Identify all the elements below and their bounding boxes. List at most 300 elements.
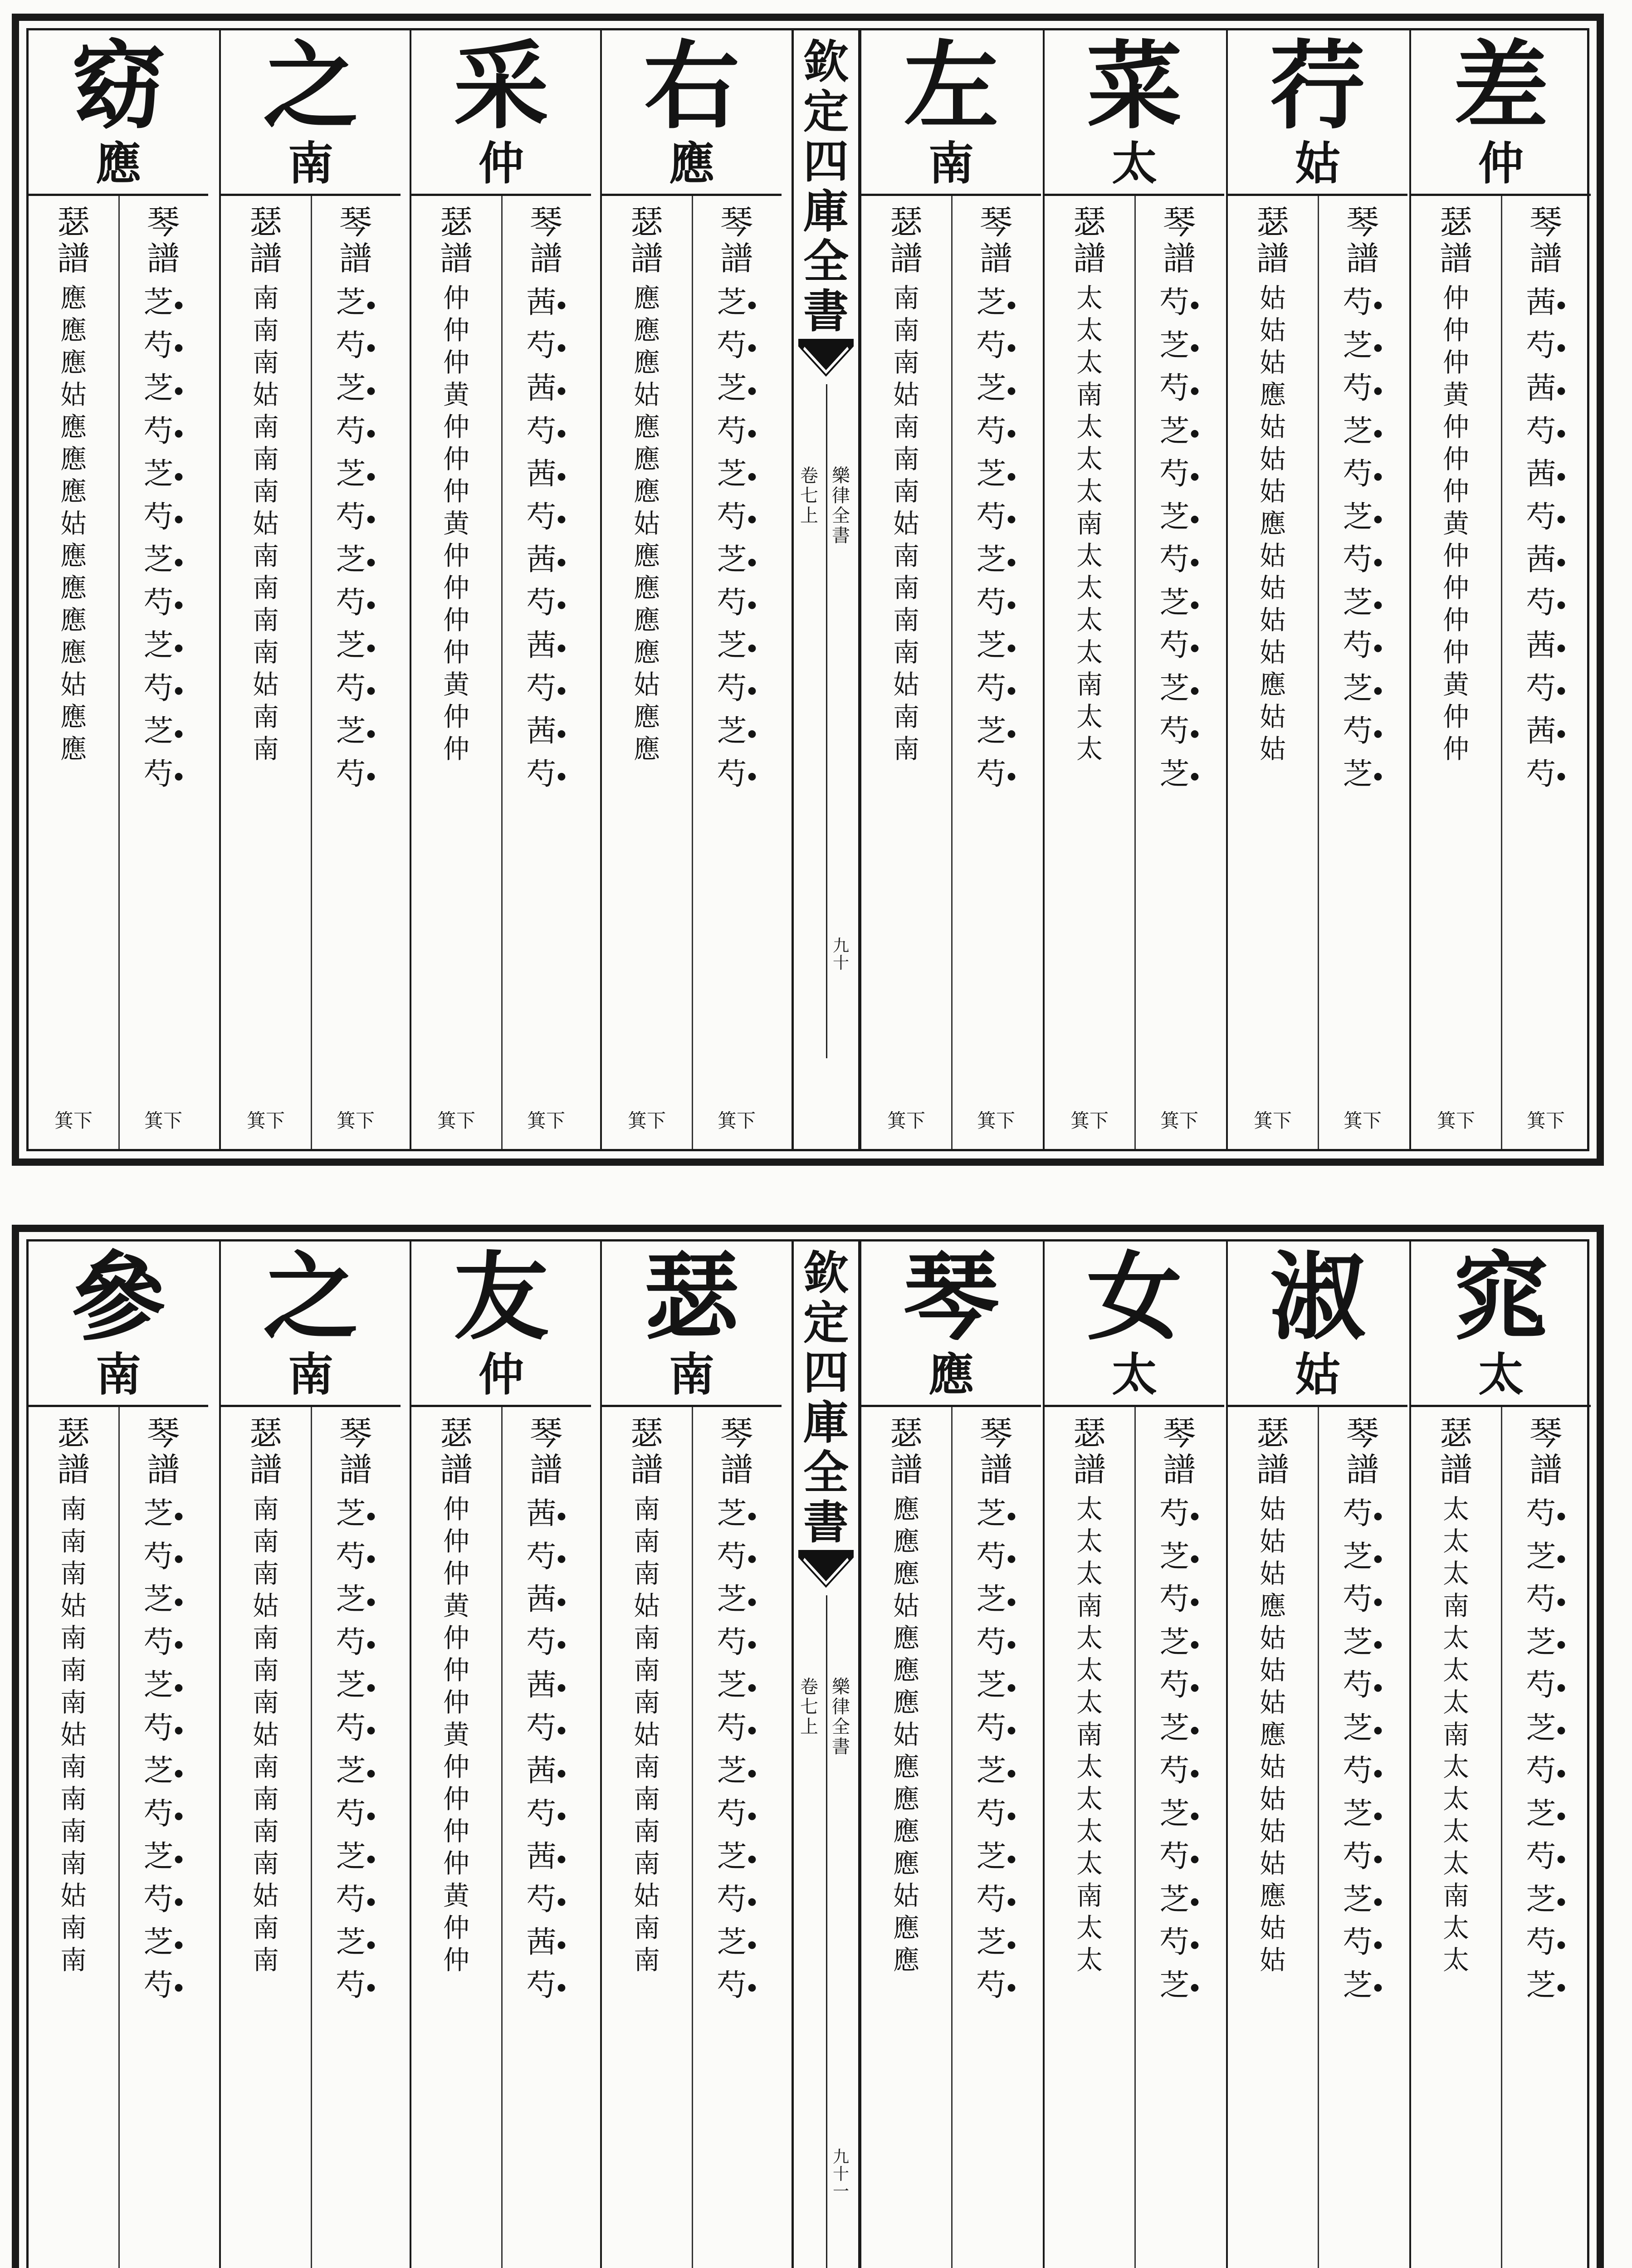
label-char: 譜	[1163, 1451, 1196, 1489]
qin-note: 芍 ●	[1501, 325, 1591, 368]
qin-note: 芍 ●	[1134, 711, 1224, 754]
lyric-character: 窕	[1453, 1241, 1549, 1353]
tail-mark: 箕下	[1526, 1110, 1565, 1132]
qin-note: 芍 ●	[118, 497, 208, 540]
se-note: 太	[1076, 1816, 1103, 1847]
se-note: 應	[60, 572, 87, 603]
label-char: 譜	[1256, 240, 1289, 278]
se-score-label	[1411, 1415, 1501, 1488]
label-char: 譜	[630, 240, 663, 278]
se-note: 姑	[1259, 315, 1286, 346]
se-note: 姑	[1259, 1526, 1286, 1557]
se-note: 南	[633, 1623, 660, 1653]
qin-note: 芝 ●	[311, 1836, 401, 1879]
se-score	[602, 196, 693, 1149]
se-note: 南	[252, 701, 279, 732]
qin-note: 芝 ●	[951, 1579, 1041, 1622]
se-note: 仲	[1442, 411, 1469, 442]
se-note: 南	[893, 411, 919, 442]
verse-column	[1043, 1242, 1224, 2268]
se-notes	[602, 282, 692, 765]
verse-column	[600, 30, 782, 1149]
se-note: 仲	[1442, 347, 1469, 378]
qin-note: 芍 ●	[1318, 539, 1407, 582]
qin-score	[1134, 1407, 1224, 2268]
qin-note: 芝 ●	[692, 1665, 782, 1708]
qin-note: 芝 ●	[118, 454, 208, 497]
tail-mark: 箕下	[1160, 1110, 1198, 1132]
fish-tail-mark	[798, 339, 854, 384]
qin-score-label	[311, 1415, 401, 1488]
se-note: 應	[1259, 1719, 1286, 1750]
se-note: 姑	[1259, 1623, 1286, 1653]
qin-note: 芍 ●	[1318, 1579, 1407, 1622]
tail-mark: 箕下	[977, 1110, 1015, 1132]
qin-note: 芍 ●	[692, 1536, 782, 1579]
qin-score	[1501, 1407, 1591, 2268]
se-note: 應	[893, 1655, 919, 1686]
se-note: 應	[60, 347, 87, 378]
se-note: 應	[893, 1526, 919, 1557]
volume-char: 上	[800, 1716, 818, 1737]
se-score-label	[1045, 1415, 1134, 1488]
se-note: 應	[633, 347, 660, 378]
qin-note: 芝 ●	[692, 1922, 782, 1965]
se-score	[1228, 196, 1319, 1149]
se-note: 姑	[893, 669, 919, 700]
se-note: 應	[893, 1912, 919, 1943]
se-note: 太	[1442, 1623, 1469, 1653]
qin-score-label	[311, 204, 401, 277]
se-note: 太	[1442, 1526, 1469, 1557]
qin-note: 芝 ●	[118, 539, 208, 582]
se-note: 應	[60, 701, 87, 732]
se-score-label	[861, 1415, 951, 1488]
se-note: 南	[252, 1494, 279, 1525]
qin-score-label	[501, 1415, 591, 1488]
qin-note: 芍 ●	[311, 668, 401, 711]
qin-note: 芍 ●	[1318, 1493, 1407, 1536]
folio-char: 九	[832, 2148, 849, 2166]
se-note: 仲	[1442, 733, 1469, 764]
qin-note: 芍 ●	[1501, 1665, 1591, 1708]
se-note: 南	[252, 315, 279, 346]
se-note: 仲	[443, 1848, 469, 1879]
qin-note: 芍 ●	[1501, 582, 1591, 626]
qin-note: 芝 ●	[1134, 668, 1224, 711]
qin-note: 芝 ●	[951, 1493, 1041, 1536]
tail-mark: 箕下	[627, 1110, 666, 1132]
lyric-character: 參	[70, 1241, 166, 1353]
se-score	[1045, 1407, 1136, 2268]
qin-note: 芝 ●	[692, 1493, 782, 1536]
label-char: 譜	[1529, 240, 1562, 278]
se-note: 南	[252, 347, 279, 378]
qin-notes	[692, 282, 782, 797]
se-note: 仲	[443, 572, 469, 603]
qin-note: 茜 ●	[1501, 625, 1591, 668]
se-note: 仲	[1442, 540, 1469, 571]
qin-note: 芝 ●	[1501, 1708, 1591, 1751]
label-char: 瑟	[57, 1414, 90, 1452]
lyric-header	[861, 30, 1041, 196]
se-score	[411, 196, 503, 1149]
qin-note: 芍 ●	[1134, 282, 1224, 325]
se-note: 應	[893, 1687, 919, 1718]
qin-score	[1501, 196, 1591, 1149]
se-note: 應	[60, 605, 87, 635]
qin-notes	[951, 282, 1041, 797]
qin-note: 芝 ●	[951, 711, 1041, 754]
folio-char: 十	[832, 954, 849, 973]
label-char: 譜	[440, 1451, 473, 1489]
title-char: 定	[803, 1296, 849, 1349]
qin-note: 芍 ●	[1501, 1836, 1591, 1879]
qin-note: 芍 ●	[951, 497, 1041, 540]
qin-score	[118, 1407, 208, 2268]
se-score-label	[1045, 204, 1134, 277]
qin-note: 芍 ●	[1501, 497, 1591, 540]
se-note: 姑	[893, 379, 919, 410]
se-note: 太	[1442, 1655, 1469, 1686]
book-char: 樂	[832, 465, 850, 486]
label-char: 瑟	[1073, 1414, 1106, 1452]
se-note: 姑	[1259, 701, 1286, 732]
qin-note: 茜 ●	[501, 282, 591, 325]
qin-note: 芍 ●	[1134, 1579, 1224, 1622]
se-score-label	[1228, 204, 1318, 277]
se-note: 姑	[633, 1880, 660, 1911]
title-char: 四	[803, 135, 849, 188]
qin-note: 芍 ●	[1501, 1750, 1591, 1794]
se-note: 仲	[1442, 572, 1469, 603]
label-char: 瑟	[249, 1414, 282, 1452]
folio-char: 九	[832, 937, 849, 955]
se-note: 仲	[443, 540, 469, 571]
se-score	[861, 1407, 953, 2268]
qin-note: 芍 ●	[311, 1794, 401, 1837]
qin-score	[311, 196, 401, 1149]
se-note: 黄	[1442, 669, 1469, 700]
qin-score-label	[951, 204, 1041, 277]
se-note: 姑	[893, 1719, 919, 1750]
qin-note: 芍 ●	[951, 1536, 1041, 1579]
se-note: 姑	[1259, 540, 1286, 571]
label-char: 瑟	[630, 203, 663, 241]
qin-note: 芍 ●	[1318, 1836, 1407, 1879]
se-notes	[29, 1493, 118, 1976]
verse-column	[1226, 1242, 1407, 2268]
se-note: 太	[1076, 1945, 1103, 1975]
qin-notes	[1318, 282, 1407, 797]
qin-note: 芝 ●	[1318, 1794, 1407, 1837]
se-note: 南	[252, 411, 279, 442]
pitch-name: 仲	[1478, 137, 1524, 190]
qin-note: 芍 ●	[118, 1879, 208, 1922]
pitch-name: 仲	[479, 137, 524, 190]
se-note: 姑	[252, 669, 279, 700]
label-char: 瑟	[889, 1414, 923, 1452]
se-note: 南	[252, 605, 279, 635]
qin-note: 芍 ●	[692, 1622, 782, 1665]
qin-score-label	[118, 1415, 208, 1488]
qin-note: 芝 ●	[951, 282, 1041, 325]
se-note: 姑	[1259, 1655, 1286, 1686]
se-note: 太	[1442, 1945, 1469, 1975]
qin-note: 芝 ●	[951, 454, 1041, 497]
qin-notes	[1318, 1493, 1407, 2008]
label-char: 琴	[339, 1414, 372, 1452]
qin-note: 芝 ●	[1318, 1536, 1407, 1579]
qin-note: 芝 ●	[118, 1579, 208, 1622]
qin-note: 芍 ●	[501, 1879, 591, 1922]
lyric-character: 女	[1086, 1241, 1182, 1353]
se-note: 南	[633, 1912, 660, 1943]
se-note: 太	[1076, 572, 1103, 603]
se-note: 姑	[633, 379, 660, 410]
se-note: 太	[1442, 1558, 1469, 1589]
qin-note: 芍 ●	[311, 325, 401, 368]
qin-note: 芍 ●	[1318, 1750, 1407, 1794]
qin-note: 芝 ●	[1134, 582, 1224, 626]
label-char: 瑟	[249, 203, 282, 241]
qin-note: 芍 ●	[1318, 711, 1407, 754]
se-note: 南	[252, 540, 279, 571]
label-char: 譜	[147, 1451, 180, 1489]
volume-char: 卷	[800, 465, 818, 486]
se-note: 太	[1076, 1912, 1103, 1943]
se-note: 應	[60, 733, 87, 764]
tail-mark: 箕下	[1437, 1110, 1475, 1132]
qin-notes	[118, 1493, 208, 2008]
qin-note: 芝 ●	[118, 711, 208, 754]
se-score	[29, 196, 120, 1149]
se-note: 南	[60, 1526, 87, 1557]
qin-note: 芝 ●	[118, 368, 208, 411]
qin-score-label	[118, 204, 208, 277]
se-note: 南	[893, 605, 919, 635]
qin-notes	[1501, 282, 1591, 797]
se-note: 姑	[1259, 637, 1286, 668]
book-name	[832, 1677, 850, 1757]
se-note: 南	[252, 476, 279, 507]
qin-note: 芍 ●	[1134, 1493, 1224, 1536]
se-score-label	[1411, 204, 1501, 277]
qin-note: 芍 ●	[501, 497, 591, 540]
se-note: 南	[252, 1848, 279, 1879]
volume-label	[800, 1677, 818, 1737]
se-note: 應	[60, 283, 87, 313]
se-note: 仲	[443, 1816, 469, 1847]
label-char: 瑟	[1439, 1414, 1472, 1452]
qin-note: 芝 ●	[311, 454, 401, 497]
label-char: 譜	[339, 1451, 372, 1489]
se-score-label	[602, 204, 692, 277]
se-note: 應	[1259, 1880, 1286, 1911]
se-note: 太	[1442, 1784, 1469, 1814]
qin-notes	[118, 282, 208, 797]
se-note: 黄	[443, 1880, 469, 1911]
qin-note: 芍 ●	[501, 1708, 591, 1751]
se-notes	[861, 1493, 951, 1976]
se-note: 姑	[1259, 1945, 1286, 1975]
label-char: 琴	[1529, 1414, 1562, 1452]
se-note: 姑	[1259, 476, 1286, 507]
label-char: 琴	[147, 203, 180, 241]
page-top	[12, 14, 1604, 1166]
se-note: 南	[1442, 1719, 1469, 1750]
lyric-header	[411, 1242, 591, 1407]
lyric-header	[411, 30, 591, 196]
se-notes	[1411, 282, 1501, 765]
se-note: 太	[1076, 1558, 1103, 1589]
qin-note: 芍 ●	[951, 1794, 1041, 1837]
se-note: 太	[1076, 1494, 1103, 1525]
se-note: 姑	[1259, 411, 1286, 442]
se-note: 黄	[1442, 508, 1469, 539]
se-note: 仲	[1442, 444, 1469, 474]
se-note: 姑	[1259, 1848, 1286, 1879]
lyric-character: 友	[453, 1241, 549, 1353]
qin-note: 芝 ●	[1134, 1536, 1224, 1579]
tail-mark: 箕下	[437, 1110, 475, 1132]
label-char: 琴	[1346, 1414, 1379, 1452]
se-note: 姑	[1259, 1687, 1286, 1718]
se-note: 姑	[1259, 572, 1286, 603]
se-score-label	[221, 204, 311, 277]
se-note: 應	[1259, 508, 1286, 539]
center-gutter	[792, 30, 860, 1149]
book-char: 全	[832, 505, 850, 526]
se-note: 南	[1076, 669, 1103, 700]
se-note: 黄	[443, 669, 469, 700]
se-note: 仲	[1442, 637, 1469, 668]
se-note: 姑	[1259, 1784, 1286, 1814]
label-char: 譜	[630, 1451, 663, 1489]
se-note: 南	[893, 444, 919, 474]
se-note: 應	[1259, 669, 1286, 700]
qin-note: 芍 ●	[951, 1622, 1041, 1665]
qin-note: 芍 ●	[1134, 1922, 1224, 1965]
se-note: 應	[633, 701, 660, 732]
volume-char: 卷	[800, 1677, 818, 1697]
se-note: 仲	[443, 1945, 469, 1975]
page-frame	[26, 28, 1589, 1151]
se-note: 南	[252, 1945, 279, 1975]
tail-mark: 箕下	[717, 1110, 756, 1132]
tail-mark: 箕下	[336, 1110, 375, 1132]
qin-note: 芍 ●	[692, 1708, 782, 1751]
qin-note: 芍 ●	[1318, 368, 1407, 411]
se-note: 南	[252, 1784, 279, 1814]
verse-column	[29, 1242, 208, 2268]
lyric-header	[29, 30, 208, 196]
qin-note: 芝 ●	[692, 1579, 782, 1622]
se-note: 南	[633, 1816, 660, 1847]
se-note: 黄	[443, 508, 469, 539]
tail-mark: 箕下	[144, 1110, 182, 1132]
se-note: 姑	[60, 669, 87, 700]
label-char: 琴	[339, 203, 372, 241]
se-note: 太	[1442, 1494, 1469, 1525]
qin-note: 芝 ●	[311, 711, 401, 754]
tail-mark: 箕下	[887, 1110, 925, 1132]
qin-note: 茜 ●	[501, 711, 591, 754]
qin-note: 芝 ●	[1134, 497, 1224, 540]
lyric-header	[1228, 30, 1407, 196]
qin-note: 芍 ●	[1501, 754, 1591, 797]
se-note: 南	[252, 1687, 279, 1718]
verse-column	[1226, 30, 1407, 1149]
qin-note: 芝 ●	[692, 282, 782, 325]
gutter-line	[826, 1595, 827, 2268]
qin-note: 芝 ●	[118, 1750, 208, 1794]
se-note: 仲	[1442, 283, 1469, 313]
label-char: 瑟	[440, 203, 473, 241]
title-char: 定	[803, 85, 849, 138]
se-note: 南	[633, 1494, 660, 1525]
lyric-character: 瑟	[644, 1241, 739, 1353]
lyric-header	[1228, 1242, 1407, 1407]
se-score	[1228, 1407, 1319, 2268]
se-score	[861, 196, 953, 1149]
title-char: 書	[803, 284, 849, 338]
pitch-name: 南	[96, 1348, 141, 1401]
se-note: 應	[633, 411, 660, 442]
se-note: 仲	[443, 283, 469, 313]
lyric-header	[602, 30, 782, 196]
se-note: 南	[1076, 379, 1103, 410]
se-score-label	[602, 1415, 692, 1488]
book-char: 全	[832, 1716, 850, 1737]
se-note: 姑	[1259, 1751, 1286, 1782]
label-char: 譜	[529, 1451, 562, 1489]
qin-notes	[1134, 1493, 1224, 2008]
label-char: 琴	[529, 1414, 562, 1452]
se-note: 姑	[60, 1590, 87, 1621]
lyric-character: 菜	[1086, 30, 1182, 142]
se-note: 姑	[252, 1880, 279, 1911]
se-note: 南	[893, 733, 919, 764]
title-char: 四	[803, 1346, 849, 1399]
verse-column	[860, 1242, 1041, 2268]
se-note: 仲	[1442, 701, 1469, 732]
verse-column	[1043, 30, 1224, 1149]
qin-notes	[311, 282, 401, 797]
se-note: 仲	[443, 1784, 469, 1814]
qin-note: 芍 ●	[311, 1708, 401, 1751]
se-note: 南	[633, 1848, 660, 1879]
se-note: 南	[60, 1912, 87, 1943]
se-note: 應	[633, 540, 660, 571]
qin-note: 芍 ●	[951, 1879, 1041, 1922]
qin-note: 茜 ●	[501, 625, 591, 668]
qin-score	[1134, 196, 1224, 1149]
se-note: 南	[633, 1526, 660, 1557]
se-note: 應	[893, 1945, 919, 1975]
qin-note: 芝 ●	[311, 1750, 401, 1794]
se-notes	[1045, 1493, 1134, 1976]
label-char: 琴	[720, 1414, 753, 1452]
qin-note: 茜 ●	[1501, 368, 1591, 411]
se-note: 南	[893, 572, 919, 603]
se-note: 應	[633, 733, 660, 764]
se-note: 應	[60, 637, 87, 668]
qin-note: 芝 ●	[311, 1493, 401, 1536]
se-note: 太	[1076, 1526, 1103, 1557]
qin-note: 芝 ●	[1318, 1965, 1407, 2008]
se-note: 姑	[1259, 283, 1286, 313]
